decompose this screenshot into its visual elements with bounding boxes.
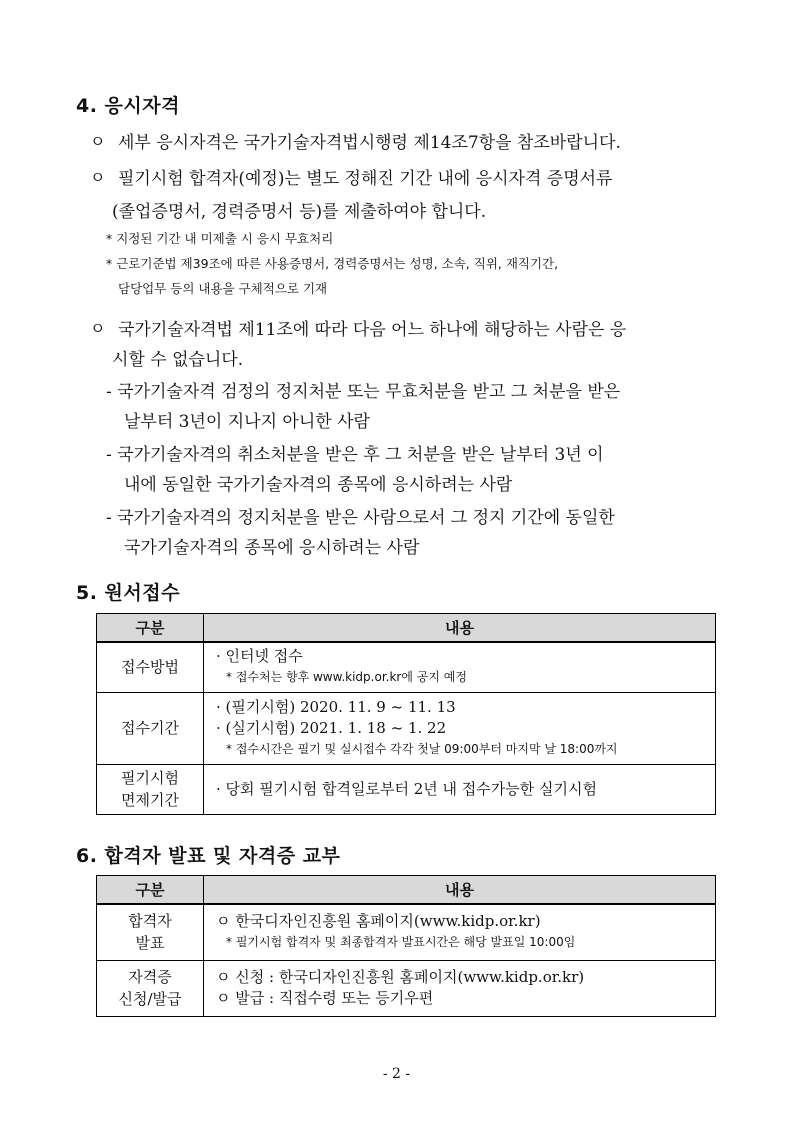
row-label-line: 필기시험	[121, 769, 179, 787]
table-row	[97, 642, 716, 692]
section-5-title: 5. 원서접수	[76, 582, 180, 604]
row-content	[204, 642, 716, 692]
section-4-dash-2-line-1: - 국가기술자격의 취소처분을 받은 후 그 처분을 받은 날부터 3년 이	[106, 445, 604, 465]
row-content	[204, 764, 716, 814]
row-label-line: 자격증	[128, 968, 172, 986]
row-line: ㅇ 발급 : 직접수령 또는 등기우편	[216, 989, 434, 1007]
row-line: ㅇ 신청 : 한국디자인진흥원 홈페이지(www.kidp.or.kr)	[216, 968, 585, 986]
section-4-dash-3-line-1: - 국가기술자격의 정지처분을 받은 사람으로서 그 정지 기간에 동일한	[106, 508, 615, 528]
section-4-dash-2-line-2: 내에 동일한 국가기술자격의 종목에 응시하려는 사람	[124, 475, 513, 495]
table-row	[97, 764, 716, 814]
row-label	[97, 764, 204, 814]
section-4-item-2-line-1: 필기시험 합격자(예정)는 별도 정해진 기간 내에 응시자격 증명서류	[118, 169, 613, 189]
section-4-title: 4. 응시자격	[76, 95, 180, 117]
row-label	[97, 960, 204, 1016]
row-note: * 접수처는 향후 www.kidp.or.kr에 공지 예정	[226, 670, 467, 685]
table-header-content: 내용	[204, 614, 716, 643]
row-label-line: 합격자	[128, 912, 172, 931]
bullet-circle: ㅇ	[90, 319, 106, 338]
announcement-table	[96, 875, 716, 1017]
table-row	[97, 904, 716, 960]
section-4-dash-1-line-1: - 국가기술자격 검정의 정지처분 또는 무효처분을 받고 그 처분을 받은	[106, 382, 621, 402]
row-content	[204, 904, 716, 960]
row-line: · (실기시험) 2021. 1. 18 ~ 1. 22	[216, 718, 447, 737]
bullet-circle: ㅇ	[90, 168, 106, 187]
section-6-title: 6. 합격자 발표 및 자격증 교부	[76, 845, 341, 867]
section-4-note-2-line-2: 담당업무 등의 내용을 구체적으로 기재	[118, 281, 328, 296]
row-label-line: 면제기간	[121, 791, 179, 809]
table-header-category: 구분	[97, 876, 204, 905]
row-note: * 필기시험 합격자 및 최종합격자 발표시간은 해당 발표일 10:00임	[226, 935, 576, 950]
row-label	[97, 904, 204, 960]
table-row	[97, 960, 716, 1016]
row-label: 접수방법	[97, 642, 204, 692]
section-4-item-3-line-1: 국가기술자격법 제11조에 따라 다음 어느 하나에 해당하는 사람은 응	[118, 320, 627, 340]
section-4-note-2-line-1: * 근로기준법 제39조에 따른 사용증명서, 경력증명서는 성명, 소속, 직위, 재직기간,	[106, 256, 559, 271]
row-label-line: 신청/발급	[118, 990, 182, 1008]
row-note: * 접수시간은 필기 및 실시접수 각각 첫날 09:00부터 마지막 날 18:00까지	[226, 741, 618, 756]
row-line: · 인터넷 접수	[216, 647, 303, 666]
bullet-circle: ㅇ	[90, 132, 106, 151]
table-header-content: 내용	[204, 876, 716, 905]
row-content	[204, 960, 716, 1016]
row-line: ㅇ 한국디자인진흥원 홈페이지(www.kidp.or.kr)	[216, 912, 541, 931]
row-line: · 당회 필기시험 합격일로부터 2년 내 접수가능한 실기시험	[216, 779, 597, 798]
section-4-item-3-line-2: 시할 수 없습니다.	[112, 350, 244, 370]
section-4-dash-3-line-2: 국가기술자격의 종목에 응시하려는 사람	[124, 538, 420, 558]
row-content	[204, 692, 716, 764]
section-4-item-1: 세부 응시자격은 국가기술자격법시행령 제14조7항을 참조바랍니다.	[118, 133, 621, 153]
application-table	[96, 613, 716, 815]
row-line: · (필기시험) 2020. 11. 9 ~ 11. 13	[216, 697, 456, 716]
table-row	[97, 692, 716, 764]
table-header-category: 구분	[97, 614, 204, 643]
row-label: 접수기간	[97, 692, 204, 764]
section-4-item-2-line-2: (졸업증명서, 경력증명서 등)를 제출하여야 합니다.	[112, 202, 487, 222]
page-number: - 2 -	[382, 1066, 411, 1082]
row-label-line: 발표	[135, 934, 165, 953]
section-4-note-1: * 지정된 기간 내 미제출 시 응시 무효처리	[106, 231, 334, 246]
section-4-dash-1-line-2: 날부터 3년이 지나지 아니한 사람	[124, 412, 370, 432]
